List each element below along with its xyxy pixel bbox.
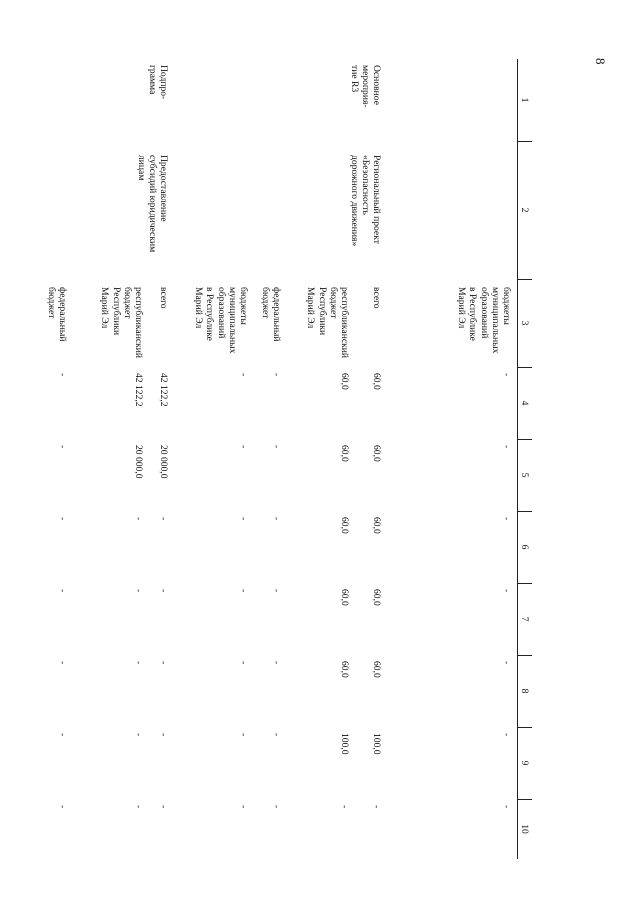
header-rule bbox=[517, 59, 518, 859]
table-value: 60,0 bbox=[339, 517, 350, 534]
budget-table bbox=[45, 59, 532, 859]
table-value: - bbox=[57, 589, 68, 593]
table-value: - bbox=[238, 445, 249, 449]
table-value: - bbox=[271, 661, 282, 665]
table-cell-col3: республиканский бюджет Республики Марий Эл bbox=[305, 287, 350, 359]
table-value: 42 122,2 bbox=[158, 373, 169, 407]
table-value: - bbox=[133, 733, 144, 737]
table-value: - bbox=[158, 589, 169, 593]
table-value: 60,0 bbox=[339, 445, 350, 462]
column-divider bbox=[518, 439, 532, 440]
table-value: - bbox=[238, 373, 249, 377]
column-header: 10 bbox=[519, 824, 530, 834]
table-value: 60,0 bbox=[339, 589, 350, 606]
table-value: 60,0 bbox=[371, 661, 382, 678]
table-value: - bbox=[238, 589, 249, 593]
table-value: - bbox=[57, 805, 68, 809]
table-value: 60,0 bbox=[339, 373, 350, 390]
table-value: 60,0 bbox=[371, 517, 382, 534]
table-value: 42 122,2 bbox=[133, 373, 144, 407]
column-divider bbox=[518, 279, 532, 280]
table-value: - bbox=[57, 445, 68, 449]
table-value: - bbox=[501, 445, 512, 449]
table-value: - bbox=[57, 661, 68, 665]
table-value: - bbox=[158, 661, 169, 665]
table-value: - bbox=[371, 805, 382, 809]
table-cell-col3: бюджеты муниципальных образований в Республике Марий Эл bbox=[456, 287, 512, 354]
column-divider bbox=[518, 141, 532, 142]
table-value: - bbox=[133, 589, 144, 593]
table-cell-col3: всего bbox=[371, 287, 382, 309]
table-value: 20 000,0 bbox=[133, 445, 144, 479]
column-header: 3 bbox=[519, 320, 530, 326]
table-value: - bbox=[57, 733, 68, 737]
table-value: - bbox=[271, 445, 282, 449]
column-divider bbox=[518, 799, 532, 800]
column-header: 2 bbox=[519, 207, 530, 213]
column-header: 6 bbox=[519, 544, 530, 550]
table-value: - bbox=[501, 733, 512, 737]
table-value: 60,0 bbox=[371, 373, 382, 390]
column-header: 4 bbox=[519, 400, 530, 406]
table-cell-col3: федеральный бюджет bbox=[45, 287, 68, 342]
table-value: 60,0 bbox=[371, 589, 382, 606]
table-value: - bbox=[339, 805, 350, 809]
table-value: 20 000,0 bbox=[158, 445, 169, 479]
table-value: - bbox=[238, 517, 249, 521]
column-header: 5 bbox=[519, 472, 530, 478]
table-value: - bbox=[57, 517, 68, 521]
column-divider bbox=[518, 655, 532, 656]
table-value: - bbox=[271, 733, 282, 737]
table-value: 100,0 bbox=[339, 733, 350, 755]
table-cell-col1: Основное мероприя- тие R3 bbox=[348, 65, 382, 108]
column-header: 9 bbox=[519, 760, 530, 766]
table-cell-col3: республиканский бюджет Республики Марий Эл bbox=[99, 287, 144, 359]
table-value: - bbox=[238, 805, 249, 809]
table-value: - bbox=[501, 373, 512, 377]
table-cell-col3: бюджеты муниципальных образований в Республике Марий Эл bbox=[193, 287, 249, 354]
table-value: - bbox=[158, 517, 169, 521]
table-value: - bbox=[501, 589, 512, 593]
table-value: - bbox=[133, 805, 144, 809]
table-value: - bbox=[271, 805, 282, 809]
column-header: 8 bbox=[519, 688, 530, 694]
table-value: - bbox=[158, 733, 169, 737]
column-header: 7 bbox=[519, 616, 530, 622]
column-divider bbox=[518, 367, 532, 368]
column-divider bbox=[518, 511, 532, 512]
table-value: - bbox=[501, 517, 512, 521]
column-divider bbox=[518, 583, 532, 584]
table-value: - bbox=[271, 373, 282, 377]
table-cell-col1: Подпро- грамма bbox=[146, 65, 169, 100]
table-value: - bbox=[57, 373, 68, 377]
column-header: 1 bbox=[519, 97, 530, 103]
table-value: 100,0 bbox=[371, 733, 382, 755]
page-number: 8 bbox=[593, 58, 608, 65]
table-value: - bbox=[271, 589, 282, 593]
table-value: 60,0 bbox=[339, 661, 350, 678]
table-value: - bbox=[133, 517, 144, 521]
table-cell-col2: Предоставление субсидий юридическим лицам bbox=[135, 155, 169, 253]
table-value: - bbox=[501, 805, 512, 809]
table-cell-col3: всего bbox=[158, 287, 169, 309]
table-value: - bbox=[501, 661, 512, 665]
table-cell-col3: федеральный бюджет bbox=[259, 287, 282, 342]
table-cell-col2: Региональный проект «Безопасность дорожного движения» bbox=[348, 155, 382, 247]
table-value: 60,0 bbox=[371, 445, 382, 462]
table-value: - bbox=[271, 517, 282, 521]
table-value: - bbox=[158, 805, 169, 809]
table-value: - bbox=[238, 661, 249, 665]
table-value: - bbox=[238, 733, 249, 737]
column-divider bbox=[518, 727, 532, 728]
table-value: - bbox=[133, 661, 144, 665]
